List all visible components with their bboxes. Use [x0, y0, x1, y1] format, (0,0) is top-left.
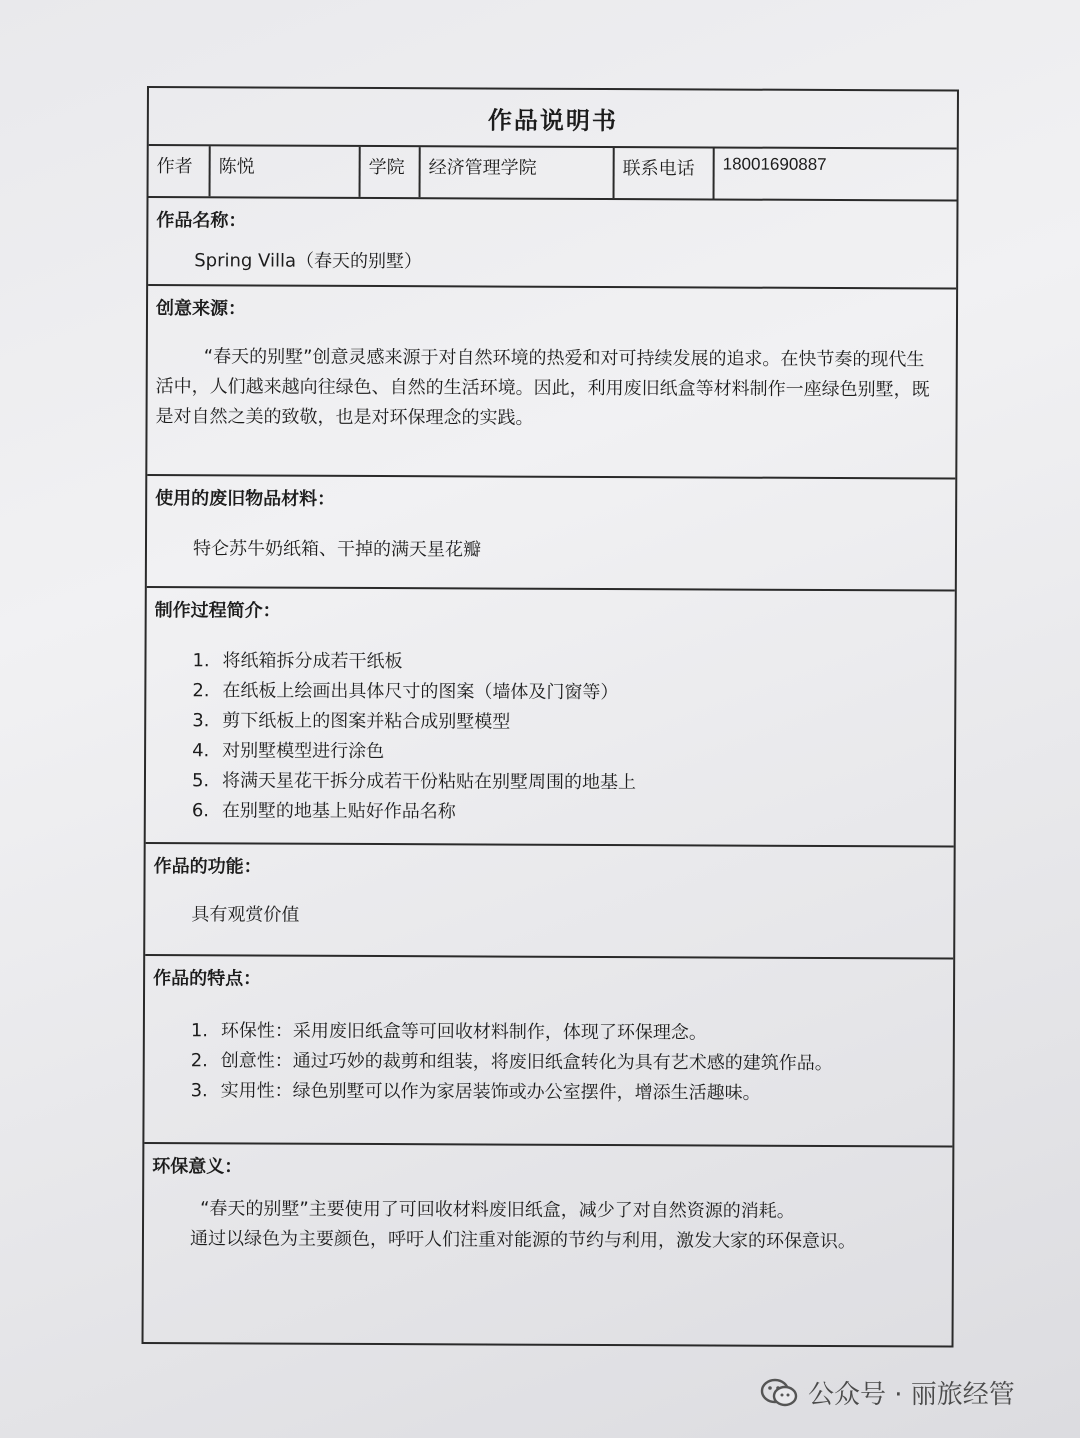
author-value: 陈悦: [211, 146, 361, 197]
process-step: 3. 剪下纸板上的图案并粘合成别墅模型: [192, 710, 511, 733]
feature-item: 3. 实用性：绿色别墅可以作为家居装饰或办公室摆件，增添生活趣味。: [190, 1080, 761, 1104]
process-step: 5. 将满天星花干拆分成若干份粘贴在别墅周围的地基上: [191, 770, 637, 794]
features-list: [191, 1016, 939, 1109]
watermark-text: 公众号 · 丽旅经管: [808, 1380, 1015, 1410]
feature-item: 1. 环保性：采用废旧纸盒等可回收材料制作，体现了环保理念。: [190, 1020, 707, 1044]
environment-line2: 通过以绿色为主要颜色，呼吁人们注重对能源的节约与利用，激发大家的环保意识。: [189, 1228, 857, 1253]
section-work-name: [148, 198, 956, 290]
title-row: [149, 88, 957, 150]
features-label: 作品的特点：: [153, 968, 262, 990]
section-environment: [144, 1144, 953, 1346]
process-step: 4. 对别墅模型进行涂色: [192, 740, 385, 763]
materials-label: 使用的废旧物品材料：: [155, 488, 336, 510]
watermark: [760, 1374, 1015, 1411]
document-sheet: [142, 86, 959, 1348]
section-function: [145, 844, 953, 960]
process-steps: [192, 646, 941, 829]
environment-line1: “春天的别墅”主要使用了可回收材料废旧纸盒，减少了对自然资源的消耗。: [200, 1198, 795, 1222]
materials-text: 特仑苏牛奶纸箱、干掉的满天星花瓣: [192, 538, 482, 561]
section-features: [144, 956, 953, 1148]
phone-value: 18001690887: [722, 154, 827, 174]
work-name-value: Spring Villa（春天的别墅）: [194, 250, 423, 273]
process-step: 1. 将纸箱拆分成若干纸板: [192, 650, 403, 673]
college-label: 学院: [361, 147, 421, 197]
process-step: 2. 在纸板上绘画出具体尺寸的图案（墙体及门窗等）: [192, 680, 619, 704]
wechat-icon: [760, 1378, 798, 1408]
college-value: 经济管理学院: [421, 147, 615, 198]
document-title: 作品说明书: [487, 105, 618, 135]
section-process: [146, 588, 955, 848]
info-row: [149, 146, 957, 202]
function-label: 作品的功能：: [153, 856, 262, 878]
environment-label: 环保意义：: [152, 1156, 243, 1178]
process-step: 6. 在别墅的地基上贴好作品名称: [191, 800, 456, 823]
section-origin: [147, 286, 956, 480]
origin-label: 创意来源：: [155, 298, 247, 320]
author-label: 作者: [149, 146, 211, 196]
function-text: 具有观赏价值: [191, 904, 300, 926]
feature-item: 2. 创意性：通过巧妙的裁剪和组装，将废旧纸盒转化为具有艺术感的建筑作品。: [190, 1050, 833, 1075]
origin-text: “春天的别墅”创意灵感来源于对自然环境的热爱和对可持续发展的追求。在快节奏的现代生活中，人们越来越向往绿色、自然的生活环境。因此，利用废旧纸盒等材料制作一座绿色别墅，既是对自然之美的致敬，也是对环保理念的实践。: [155, 346, 930, 429]
phone-label: 联系电话: [615, 148, 715, 198]
process-label: 制作过程简介：: [154, 600, 281, 622]
section-materials: [147, 476, 955, 592]
work-name-label: 作品名称：: [156, 210, 247, 232]
